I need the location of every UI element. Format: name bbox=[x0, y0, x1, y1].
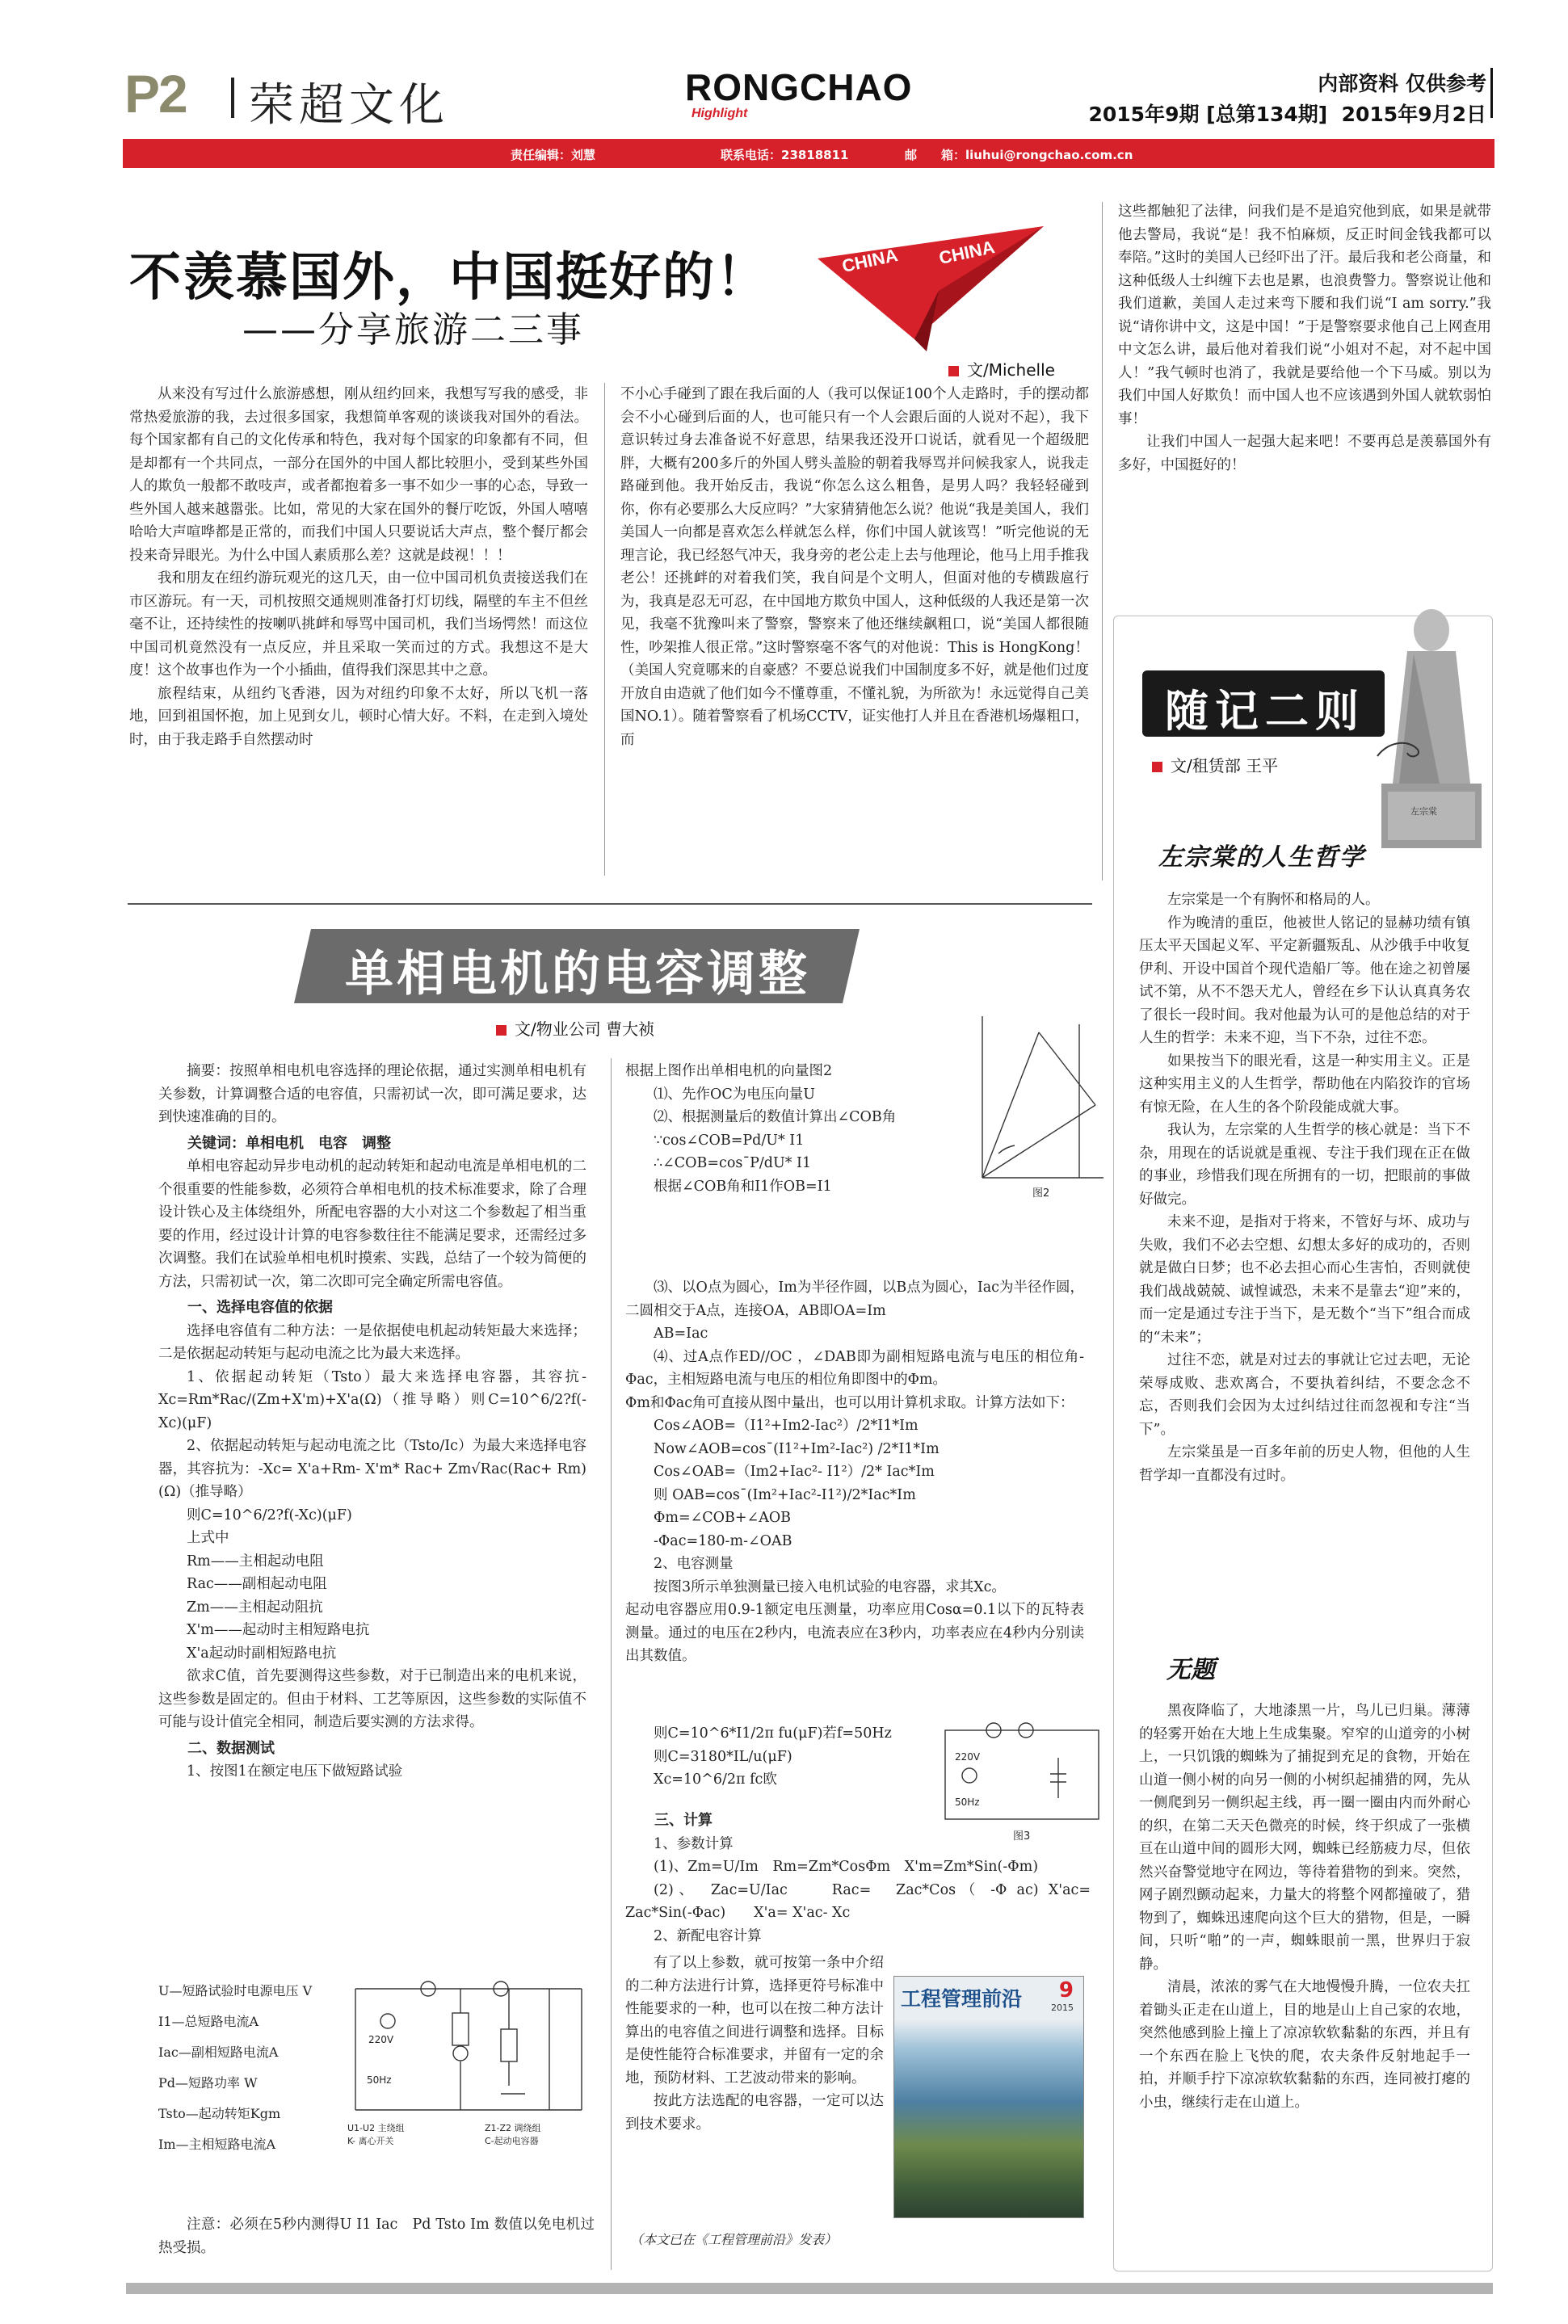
paragraph: 根据上图作出单相电机的向量图2 bbox=[625, 1063, 833, 1079]
article3-sub1-heading: 左宗棠的人生哲学 bbox=[1158, 843, 1365, 872]
article1-col1 bbox=[129, 383, 588, 880]
formula: Cos∠OAB=（Im2+Iac²- I1²）/2* Iac*Im bbox=[654, 1464, 935, 1480]
section-heading: 三、计算 bbox=[654, 1812, 713, 1829]
formula: (1)、Zm=U/Im Rm=Zm*CosΦm X'm=Zm*Sin(-Φm) bbox=[654, 1859, 1039, 1875]
fig3-caption: 图3 bbox=[1013, 1830, 1031, 1843]
section-heading: 二、数据测试 bbox=[187, 1739, 275, 1757]
article2-col1 bbox=[158, 1060, 586, 1934]
magazine-year: 2015 bbox=[1051, 2003, 1074, 2013]
formula: Φm=∠COB+∠AOB bbox=[654, 1510, 792, 1526]
paragraph: Rac——副相起动电阻 bbox=[187, 1576, 327, 1592]
byline-marker bbox=[1152, 762, 1162, 772]
def-item: Pd—短路功率 W bbox=[158, 2075, 258, 2091]
formula: Now∠AOB=cos¯(I1²+Im²-Iac²) /2*I1*Im bbox=[654, 1440, 940, 1457]
page-header bbox=[120, 57, 1493, 145]
paragraph: 2、电容测量 bbox=[654, 1556, 734, 1572]
paragraph: ⑶、以O点为圆心，Im为半径作圆，以B点为圆心，Iac为半径作圆，二圆相交于A点，连接OA，AB即OA=Im bbox=[625, 1280, 1084, 1319]
section-title: 荣超文化 bbox=[249, 79, 449, 132]
paragraph: 过往不恋，就是对过去的事就让它过去吧，无论荣辱成败、悲欢离合，不要执着纠结，不要念念不忘，否则我们会因为太过纠结过往而忽视和专注“当下”。 bbox=[1139, 1352, 1470, 1438]
article3-sub2-body bbox=[1139, 1700, 1470, 2262]
statue-illustration bbox=[1367, 598, 1490, 856]
editor-bar bbox=[123, 139, 1494, 168]
note: 注意：必须在5秒内测得U I1 Iac Pd Tsto Im 数值以免电机过热受损。 bbox=[158, 2217, 595, 2256]
article2-col2-bottom bbox=[625, 1806, 1091, 1952]
paragraph: 上式中 bbox=[187, 1530, 229, 1546]
fig1-legend-item: U1-U2 主绕组 bbox=[347, 2123, 405, 2133]
paragraph: 有了以上参数，就可按第一条中介绍的二种方法进行计算，选择更符号标准中性能要求的一种，也可以在按二种方法计算出的电容值之间进行调整和选择。目标是使性能符合标准要求，并留有一定的余地，预防材料、工艺波动带来的影响。 bbox=[625, 1955, 884, 2087]
magazine-title: 工程管理前沿 bbox=[901, 1987, 1023, 2011]
formula: Xc=10^6/2π fc欧 bbox=[654, 1771, 777, 1788]
article2-col2-top bbox=[625, 1060, 968, 1278]
paragraph: ∵cos∠COB=Pd/U* I1 bbox=[654, 1132, 805, 1149]
def-item: Im—主相短路电流A bbox=[158, 2137, 276, 2152]
brand-logo bbox=[685, 68, 912, 121]
formula: 则C=10^6*I1/2π fu(μF)若f=50Hz bbox=[654, 1725, 892, 1742]
magazine-issue: 9 bbox=[1058, 1978, 1074, 2003]
article1-subtitle: ——分享旅游二三事 bbox=[242, 309, 584, 351]
paragraph: 左宗棠是一个有胸怀和格局的人。 bbox=[1167, 892, 1380, 908]
paragraph: 则C=10^6/2?f(-Xc)(μF) bbox=[187, 1507, 352, 1523]
article3-sub1-body bbox=[1139, 889, 1470, 1641]
paragraph: 欲求C值，首先要测得这些参数，对于已制造出来的电机来说，这些参数是固定的。但由于材料、工艺等原因，这些参数的实际值不可能与设计值完全相同，制造后要实测的方法求得。 bbox=[158, 1668, 586, 1730]
formula: -Φac=180-m-∠OAB bbox=[654, 1532, 792, 1549]
paragraph: 按图3所示单独测量已接入电机试验的电容器，求其Xc。 bbox=[654, 1578, 1006, 1595]
header-right-bar bbox=[1490, 68, 1493, 118]
paragraph: ⑴、先作OC为电压向量U bbox=[654, 1086, 815, 1103]
paragraph: ⑵、根据测量后的数值计算出∠COB角 bbox=[654, 1109, 897, 1125]
paragraph: ⑷、过A点作ED//OC ，∠DAB即为副相短路电流与电压的相位角-Φac，主相短路电流与电压的相位角即图中的Φm。 bbox=[625, 1348, 1084, 1388]
paragraph: 左宗棠虽是一百多年前的历史人物，但他的人生哲学却一直都没有过时。 bbox=[1139, 1444, 1470, 1484]
paragraph: 旅程结束，从纽约飞香港，因为对纽约印象不太好，所以飞机一落地，回到祖国怀抱，加上见到女儿，顿时心情大好。不料，在走到入境处时，由于我走路手自然摆动时 bbox=[129, 685, 588, 748]
paragraph: 2、依据起动转矩与起动电流之比（Tsto/Ic）为最大来选择电容器，其容抗为：-Xc= X'a+Rm- X'm* Rac+ Zm√Rac(Rac+ Rm) (Ω)（推导略） bbox=[158, 1438, 586, 1500]
byline-marker bbox=[496, 1025, 507, 1036]
paragraph: 按此方法选配的电容器，一定可以达到技术要求。 bbox=[625, 2093, 884, 2133]
article3-byline bbox=[1152, 753, 1278, 776]
figure1-wiring-diagram bbox=[339, 1965, 598, 2158]
paragraph: 我认为，左宗棠的人生哲学的核心就是：当下不杂，用现在的话说就是重视、专注于我们现在正在做的事业，珍惜我们现在所拥有的一切，把眼前的事做好做完。 bbox=[1139, 1122, 1470, 1208]
article1-col2 bbox=[620, 383, 1089, 880]
article2-col2-final bbox=[625, 1952, 884, 2205]
paragraph: 这些都触犯了法律，问我们是不是追究他到底，如果是就带他去警局，我说“是！我不怕麻烦，反正时间金钱我都可以奉陪。”这时的美国人已经吓出了汗。最后我和老公商量，和这种低级人士纠缠下去也是累，也浪费警力。警察说让他和我们道歉，美国人走过来弯下腰和我们说“I am sorry.”我说“请你讲中文，这是中国！”于是警察要求他自己上网查用中文怎么讲，最后他对着我们说“小姐对不起，对不起中国人！”我气顿时也消了，我就是要给他一个下马威。别以为我们中国人好欺负！而中国人也不应该遇到外国人就软弱怕事！ bbox=[1118, 204, 1491, 427]
article2-title: 单相电机的电容调整 bbox=[345, 946, 810, 1002]
def-item: Iac—副相短路电流A bbox=[158, 2045, 279, 2060]
formula: Cos∠AOB=（I1²+Im2-Iac²）/2*I1*Im bbox=[654, 1418, 919, 1434]
article1-col3 bbox=[1118, 200, 1491, 604]
byline-text: 文/租赁部 王平 bbox=[1171, 756, 1279, 775]
paragraph: 1、依据起动转矩（Tsto）最大来选择电容器，其容抗-Xc=Rm*Rac/(Zm+X'm)+X'a(Ω)（推导略）则C=10^6/2?f(-Xc)(μF) bbox=[158, 1368, 586, 1431]
fig2-caption: 图2 bbox=[1032, 1187, 1050, 1200]
paragraph: X'm——起动时主相短路电抗 bbox=[187, 1622, 370, 1638]
page-number: P2 bbox=[124, 64, 187, 124]
issue-info: 2015年9期 [总第134期] 2015年9月2日 bbox=[1088, 103, 1486, 126]
article2-defs bbox=[158, 1976, 336, 2160]
paragraph: 从来没有写过什么旅游感想，刚从纽约回来，我想写写我的感受，非常热爱旅游的我，去过很多国家，我想简单客观的谈谈我对国外的看法。每个国家都有自己的文化传承和特色，我对每个国家的印象都有不同，但是却都有一个共同点，一部分在国外的中国人都比较胆小，受到某些外国人的欺负一般都不敢吱声，或者都抱着多一事不如少一事的心态，导致一些外国人越来越嚣张。比如，常见的大家在国外的餐厅吃饭，外国人嘻嘻哈哈大声喧哗都是正常的，而我们中国人只要说话大声点，整个餐厅都会投来奇异眼光。为什么中国人素质那么差？这就是歧视！！！ bbox=[129, 386, 588, 564]
paragraph: 未来不迎，是指对于将来，不管好与坏、成功与失败，我们不必去空想、幻想太多好的成功的，否则就是做白日梦；也不必去担心而心生害怕，否则就使我们战战兢兢、诚惶诚恐，未来不是靠去“迎”来的，而一定是通过专注于当下，是无数个“当下”组合而成的“未来”； bbox=[1139, 1214, 1470, 1346]
article1-title: 不羡慕国外，中国挺好的！ bbox=[129, 248, 769, 308]
def-item: U—短路试验时电源电压 V bbox=[158, 1983, 313, 1998]
paragraph: 如果按当下的眼光看，这是一种实用主义。正是这种实用主义的人生哲学，帮助他在内陷狡诈的官场有惊无险，在人生的各个阶段能成就大事。 bbox=[1139, 1053, 1470, 1116]
fig3-voltage-label: 220V bbox=[955, 1751, 981, 1763]
fig1-freq-label: 50Hz bbox=[367, 2074, 392, 2086]
paragraph: 作为晚清的重臣，他被世人铭记的显赫功绩有镇压太平天国起义军、平定新疆叛乱、从沙俄手中收复伊利、开设中国首个现代造船厂等。他在途之初曾屡试不第，从不不怨天尤人，曾经在乡下认认真真务农了很长一段时间。我对他最为认可的是他总结的对于人生的哲学：未来不迎，当下不杂，过往不恋。 bbox=[1139, 914, 1470, 1046]
paragraph: ∴∠COB=cos¯P/dU* I1 bbox=[654, 1155, 812, 1171]
paragraph: 1、参数计算 bbox=[654, 1835, 734, 1852]
brand-sub: Highlight bbox=[692, 107, 748, 120]
china-paper-plane-graphic bbox=[818, 218, 1052, 355]
swirl-decoration bbox=[1373, 732, 1438, 764]
china-badge-2: CHINA bbox=[937, 237, 997, 268]
article3-sub2-heading: 无题 bbox=[1167, 1656, 1215, 1684]
article2-col2-mid bbox=[625, 1276, 1084, 1722]
section-rule bbox=[128, 903, 1092, 905]
article2-note bbox=[158, 2213, 595, 2259]
internal-notice: 内部资料 仅供参考 bbox=[1318, 72, 1486, 95]
editor-label: 责任编辑：刘慧 bbox=[511, 148, 596, 162]
byline-marker bbox=[948, 366, 959, 376]
article2-col2-formulas bbox=[625, 1722, 905, 1806]
paragraph: X'a起动时副相短路电抗 bbox=[187, 1645, 337, 1662]
fig1-legend-item: K- 离心开关 bbox=[347, 2136, 394, 2146]
section-heading: 一、选择电容值的依据 bbox=[187, 1299, 333, 1316]
formula: 则 OAB=cos¯(Im²+Iac²-I1²)/2*Iac*Im bbox=[654, 1486, 916, 1503]
keywords: 关键词：单相电机 电容 调整 bbox=[187, 1134, 391, 1152]
fig1-voltage-label: 220V bbox=[368, 2034, 394, 2045]
paragraph: 让我们中国人一起强大起来吧！不要再总是羡慕国外有多好，中国挺好的！ bbox=[1118, 434, 1491, 473]
byline-text: 文/物业公司 曹大祯 bbox=[515, 1019, 655, 1039]
paragraph: Rm——主相起动电阻 bbox=[187, 1553, 324, 1570]
paragraph: 1、按图1在额定电压下做短路试验 bbox=[187, 1763, 403, 1780]
paragraph: 摘要：按照单相电机电容选择的理论依据，通过实测单相电机有关参数，计算调整合适的电容值，只需初试一次，即可满足要求，达到快速准确的目的。 bbox=[158, 1063, 586, 1125]
fig3-freq-label: 50Hz bbox=[955, 1797, 980, 1808]
fig1-legend-item: Z1-Z2 调绕组 bbox=[485, 2123, 541, 2133]
paragraph: 选择电容值有二种方法：一是依据使电机起动转矩最大来选择；二是依据起动转矩与起动电流之比为最大来选择。 bbox=[158, 1322, 586, 1362]
column-divider bbox=[1102, 202, 1103, 880]
statue-plaque-text: 左宗棠 bbox=[1410, 806, 1437, 817]
email-label: 邮 箱：liuhui@rongchao.com.cn bbox=[905, 148, 1133, 162]
paragraph: 2、新配电容计算 bbox=[654, 1927, 762, 1944]
article3-title: 随记二则 bbox=[1165, 685, 1365, 737]
paragraph: AB=Iac bbox=[654, 1326, 708, 1342]
header-divider bbox=[231, 78, 234, 118]
paragraph: Φm和Φac角可直接从图中量出，也可以用计算机求取。计算方法如下： bbox=[625, 1394, 1074, 1411]
byline-text: 文/Michelle bbox=[967, 360, 1055, 380]
magazine-cover-image bbox=[893, 1976, 1084, 2218]
paragraph: 清晨，浓浓的雾气在大地慢慢升腾，一位农夫扛着锄头正走在山道上，目的地是山上自己家的农地，突然他感到脸上撞上了凉凉软软黏黏的东西，并且有一个东西在脸上飞快的爬，农夫条件反射地起手一拍，并顺手拧下凉凉软软黏黏的东西，连同被打瘪的小虫，继续行走在山道上。 bbox=[1139, 1979, 1470, 2111]
def-item: I1—总短路电流A bbox=[158, 2014, 259, 2029]
china-badge-1: CHINA bbox=[840, 245, 900, 276]
phone-label: 联系电话：23818811 bbox=[721, 148, 849, 162]
def-item: Tsto—起动转矩Kgm bbox=[158, 2106, 281, 2121]
paragraph: 单相电容起动异步电动机的起动转矩和起动电流是单相电机的二个很重要的性能参数，必须符合单相电机的技术标准要求，除了合理设计铁心及主体绕组外，所配电容器的大小对这二个参数起了相当重要的作用，经过设计计算的电容参数往往不能满足要求，还需经过多次调整。我们在试验单相电机时摸索、实践，总结了一个较为简便的方法，只需初试一次，第二次即可完全确定所需电容值。 bbox=[158, 1158, 586, 1290]
paragraph: 黑夜降临了，大地漆黑一片，鸟儿已归巢。薄薄的轻雾开始在大地上生成集聚。窄窄的山道旁的小树上，一只饥饿的蜘蛛为了捕捉到充足的食物，开始在山道一侧小树的向另一侧的小树织起捕猎的网，先从一侧爬到另一侧织起主线，再一圈一圈由内而外耐心的织，在第二天天色微亮的时候，终于织成了一张横亘在山道中间的圆形大网，蜘蛛已经筋疲力尽，但依然兴奋警觉地守在网边，等待着猎物的到来。突然，网子剧烈颤动起来，力量大的将整个网都撞破了，猎物到了，蜘蛛迅速爬向这个巨大的猎物，但是，一瞬间，只听“啪”的一声，蜘蛛眼前一黑，世界归于寂静。 bbox=[1139, 1703, 1470, 1973]
paragraph: 起动电容器应用0.9-1额定电压测量，功率应用Cosα=0.1以下的瓦特表测量。通过的电压在2秒内，电流表应在3秒内，功率表应在4秒内分别读出其数值。 bbox=[625, 1602, 1084, 1664]
article1-byline bbox=[948, 357, 1055, 380]
article2-source: （本文已在《工程管理前沿》发表） bbox=[630, 2232, 838, 2247]
column-divider bbox=[611, 1058, 612, 2270]
formula: (2)、 Zac=U/Iac Rac= Zac*Cos（ -Φ ac) X'ac= Zac*Sin(-Φac) X'a= X'ac- Xc bbox=[625, 1881, 1091, 1921]
paragraph: 根据∠COB角和I1作OB=I1 bbox=[654, 1178, 832, 1195]
article2-byline bbox=[496, 1016, 654, 1040]
formula: 则C=3180*IL/u(μF) bbox=[654, 1748, 792, 1765]
figure2-vector-diagram bbox=[966, 992, 1125, 1202]
column-divider bbox=[604, 383, 605, 876]
fig1-legend-item: C-起动电容器 bbox=[485, 2136, 539, 2146]
footer-bar bbox=[126, 2283, 1493, 2294]
brand-name: RONGCHAO bbox=[685, 66, 913, 108]
paragraph: 我和朋友在纽约游玩观光的这几天，由一位中国司机负责接送我们在市区游玩。有一天，司机按照交通规则准备打灯切线，隔壁的车主不但丝毫不让，还持续性的按喇叭挑衅和辱骂中国司机，我们当场愕然！而这位中国司机竟然没有一点反应，并且采取一笑而过的方式。我想这不是大度！这个故事也作为一个小插曲，值得我们深思其中之意。 bbox=[129, 570, 588, 679]
paragraph: Zm——主相起动阻抗 bbox=[187, 1599, 323, 1616]
paragraph: 不小心手碰到了跟在我后面的人（我可以保证100个人走路时，手的摆动都会不小心碰到后面的人，也可能只有一个人会跟后面的人说对不起），我下意识转过身去准备说不好意思，结果我还没开口说话，就看见一个超级肥胖，大概有200多斤的外国人劈头盖脸的朝着我辱骂并问候我家人，说我走路碰到他。我开始反击，我说“你怎么这么粗鲁，是男人吗？我轻轻碰到你，你有必要那么大反应吗？”大家猜猜他怎么说？他说“我是美国人，我们美国人一向都是喜欢怎么样就怎么样，你们中国人就该骂！”听完他说的无理言论，我已经怒气冲天，我身旁的老公走上去与他理论，他马上用手推我老公！还挑衅的对着我们笑，我自问是个文明人，但面对他的专横跋扈行为，我真是忍无可忍，在中国地方欺负中国人，这种低级的人我还是第一次见，我毫不犹豫叫来了警察，警察来了他还继续飙粗口，说“美国人都很随性，吵架推人很正常。”这时警察毫不客气的对他说：This is HongKong！（美国人究竟哪来的自豪感？不要总说我们中国制度多不好，就是他们过度开放自由造就了他们如今不懂尊重，不懂礼貌，为所欲为！永远觉得自己美国NO.1）。随着警察看了机场CCTV，证实他打人并且在香港机场爆粗口，而 bbox=[620, 386, 1089, 748]
